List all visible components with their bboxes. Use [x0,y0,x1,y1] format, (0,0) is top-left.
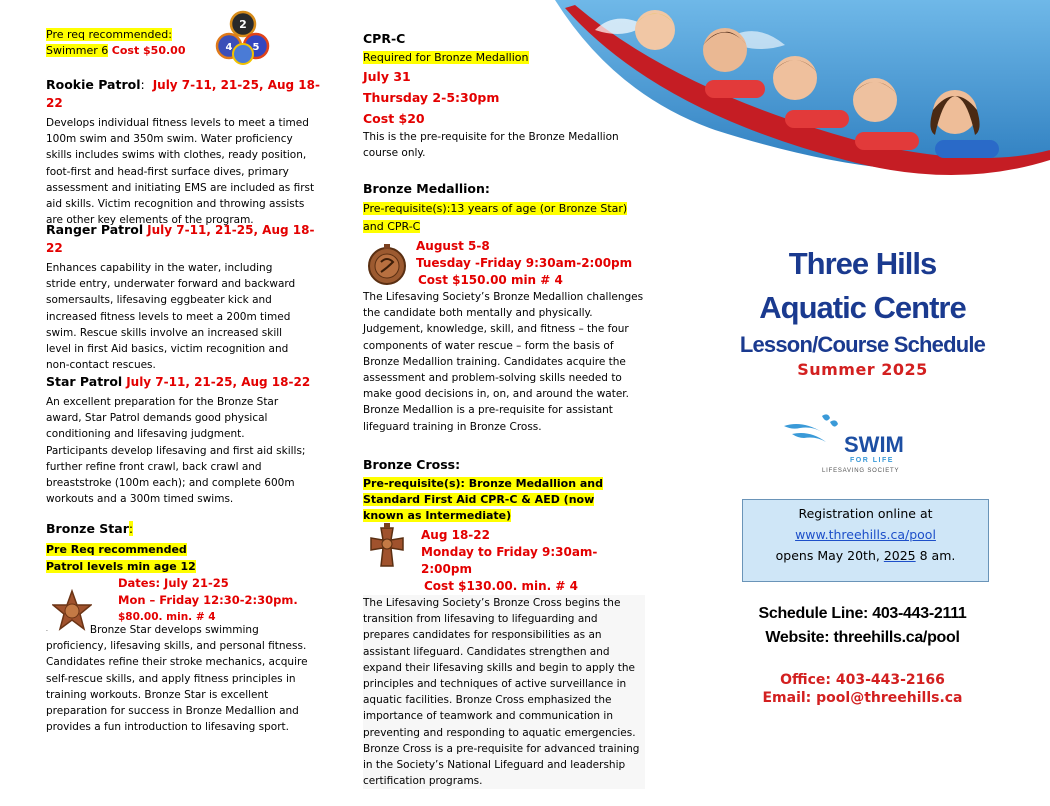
cpr-title: CPR-C [363,31,406,46]
star-dates: July 7-11, 21-25, Aug 18-22 [126,375,311,389]
bronze-star-time: Mon – Friday 12:30-2:30pm. [118,593,298,607]
title-line2: Aquatic Centre [759,290,966,325]
registration-link[interactable]: www.threehills.ca/pool [795,527,936,542]
cpr-req: Required for Bronze Medallion [363,51,529,64]
ranger-patrol-section [46,221,321,373]
logo-swim: SWIM [844,432,904,457]
rookie-desc: Develops individual fitness levels to meet a timed 100m swim and 350m swim. Water proficiency skills includes swims with clothes, ready position, foot-first and head-first surface dives, primary assessment and initiating EMS are included as first aid skills. Victim recognition and throwing assists are other key elements of the program. [46,117,315,227]
bm-cost: Cost $150.00 min # 4 [418,273,563,287]
bm-title: Bronze Medallion: [363,181,490,196]
cpr-time: Thursday 2-5:30pm [363,90,500,105]
cpr-date: July 31 [363,69,411,84]
rookie-patrol-section [46,76,321,228]
bc-details [421,527,645,595]
registration-box [742,499,989,582]
bronze-star-dates: Dates: July 21-25 [118,576,229,590]
prereq-top-line1: Pre req recommended: [46,28,172,41]
bm-desc: The Lifesaving Society’s Bronze Medallion challenges the candidate both mentally and physically. Judgement, knowledge, skill, and fitness – the four components of water rescue – form the basis of Bronze Medallion training. Candidates acquire the assessment and problem-solving skills needed to make good decisions in, on, and around the water. Bronze Medallion is a pre-requisite for assistant lifeguard training in Bronze Cross. [363,291,644,433]
star-title: Star Patrol [46,374,123,389]
ranger-dates: July 7-11, 21-25, Aug 18-22 [46,223,315,255]
bc-time: Monday to Friday 9:30am-2:00pm [421,545,598,576]
subtitle: Lesson/Course Schedule [739,332,986,357]
bronze-star-cost: $80.00. min. # 4 [118,611,216,623]
schedule-line: Schedule Line: 403-443-2111 [758,605,967,622]
bronze-cross-section [363,456,645,789]
bronze-star-prereq2: Patrol levels min age 12 [46,560,196,573]
title-line1: Three Hills [788,246,937,281]
season: Summer 2025 [797,360,928,379]
bm-prereq: Pre-requisite(s):13 years of age (or Bronze Star) and CPR-C [363,202,628,233]
bronze-star-title: Bronze Star [46,521,129,536]
prereq-top [46,27,185,59]
bronze-star-details [118,575,321,626]
swimmer-badge-icons [214,10,272,66]
ranger-desc: Enhances capability in the water, including stride entry, underwater forward and backward somersaults, lifesaving eggbeater kick and increased fitness levels to meet a 200m timed swim. Rescue skills involve an increased skill level in first Aid basics, victim recognition and non-contact rescues. [46,262,296,372]
star-desc: An excellent preparation for the Bronze Star award, Star Patrol demands good physical conditioning and lifesaving judgment. Participants develop lifesaving and first aid skills; further refine front crawl, back crawl and breaststroke (100m each); and complete 600m workouts and a 300m timed swims. [46,396,306,506]
bronze-star-prereq1: Pre Req recommended [46,543,187,556]
star-patrol-section [46,373,321,507]
swim-for-life-logo [782,412,932,474]
rookie-dates: July 7-11, 21-25, Aug 18-22 [46,78,320,110]
brochure-title-block [700,242,1025,380]
website-line: Website: threehills.ca/pool [765,629,960,646]
reg-line3-a: opens May 20th, [775,548,884,563]
bc-title: Bronze Cross: [363,457,461,472]
bronze-star-desc-block [46,622,321,735]
rookie-sep: : [140,77,145,92]
bronze-star-desc: Bronze Star develops swimming proficiency, lifesaving skills, and personal fitness. Candidates refine their stroke mechanics, acquire self-rescue skills, and apply fitness principles in training workouts. Bronze Star is excellent preparation for success in Bronze Medallion and provides a fun introduction to lifesaving sport. [46,624,308,734]
rookie-title: Rookie Patrol [46,77,141,92]
bronze-cross-icon [367,522,407,572]
svg-text:2: 2 [239,18,247,31]
bc-dates: Aug 18-22 [421,528,490,542]
logo-society: LIFESAVING SOCIETY [822,468,900,474]
ranger-title: Ranger Patrol [46,222,144,237]
bm-time: Tuesday -Friday 9:30am-2:00pm [416,256,633,270]
office-email: Email: pool@threehills.ca [762,690,963,706]
cpr-desc: This is the pre-requisite for the Bronze Medallion course only. [363,131,619,160]
reg-line3-b: 8 am. [915,548,956,563]
contact-block [700,602,1025,650]
svg-text:5: 5 [252,42,260,53]
office-block [700,671,1025,707]
svg-text:4: 4 [225,42,233,53]
logo-for-life: FOR LIFE [850,457,894,464]
bronze-medallion-icon [367,242,407,286]
bm-details [416,238,645,289]
bc-prereq: Pre-requisite(s): Bronze Medallion and Standard First Aid CPR-C & AED (now known as Intermediate) [363,477,603,522]
bc-cost: Cost $130.00. min. # 4 [424,579,578,593]
bronze-medallion-section [363,180,645,435]
prereq-top-cost: Cost $50.00 [111,44,186,57]
pool-kids-photo [555,0,1050,195]
reg-line3-year: 2025 [883,548,916,563]
bronze-star-desc-dot: . [46,626,48,633]
prereq-top-line2: Swimmer 6 [46,44,109,57]
bm-dates: August 5-8 [416,239,490,253]
bc-desc: The Lifesaving Society’s Bronze Cross begins the transition from lifesaving to lifeguarding and prepares candidates for responsibilities as an assistant lifeguard. Candidates strengthen and expand their lifesaving skills and begin to apply the principles and techniques of active surveillance in aquatic facilities. Bronze Cross emphasized the importance of teamwork and communication in preventing and responding to aquatic emergencies. Bronze Cross is a pre-requisite for advanced training in the Society’s National Lifeguard and leadership certification programs. [363,595,645,789]
cpr-cost: Cost $20 [363,111,425,126]
office-phone: Office: 403-443-2166 [780,672,945,688]
bronze-star-colon: : [128,521,134,536]
reg-line1: Registration online at [798,506,933,521]
